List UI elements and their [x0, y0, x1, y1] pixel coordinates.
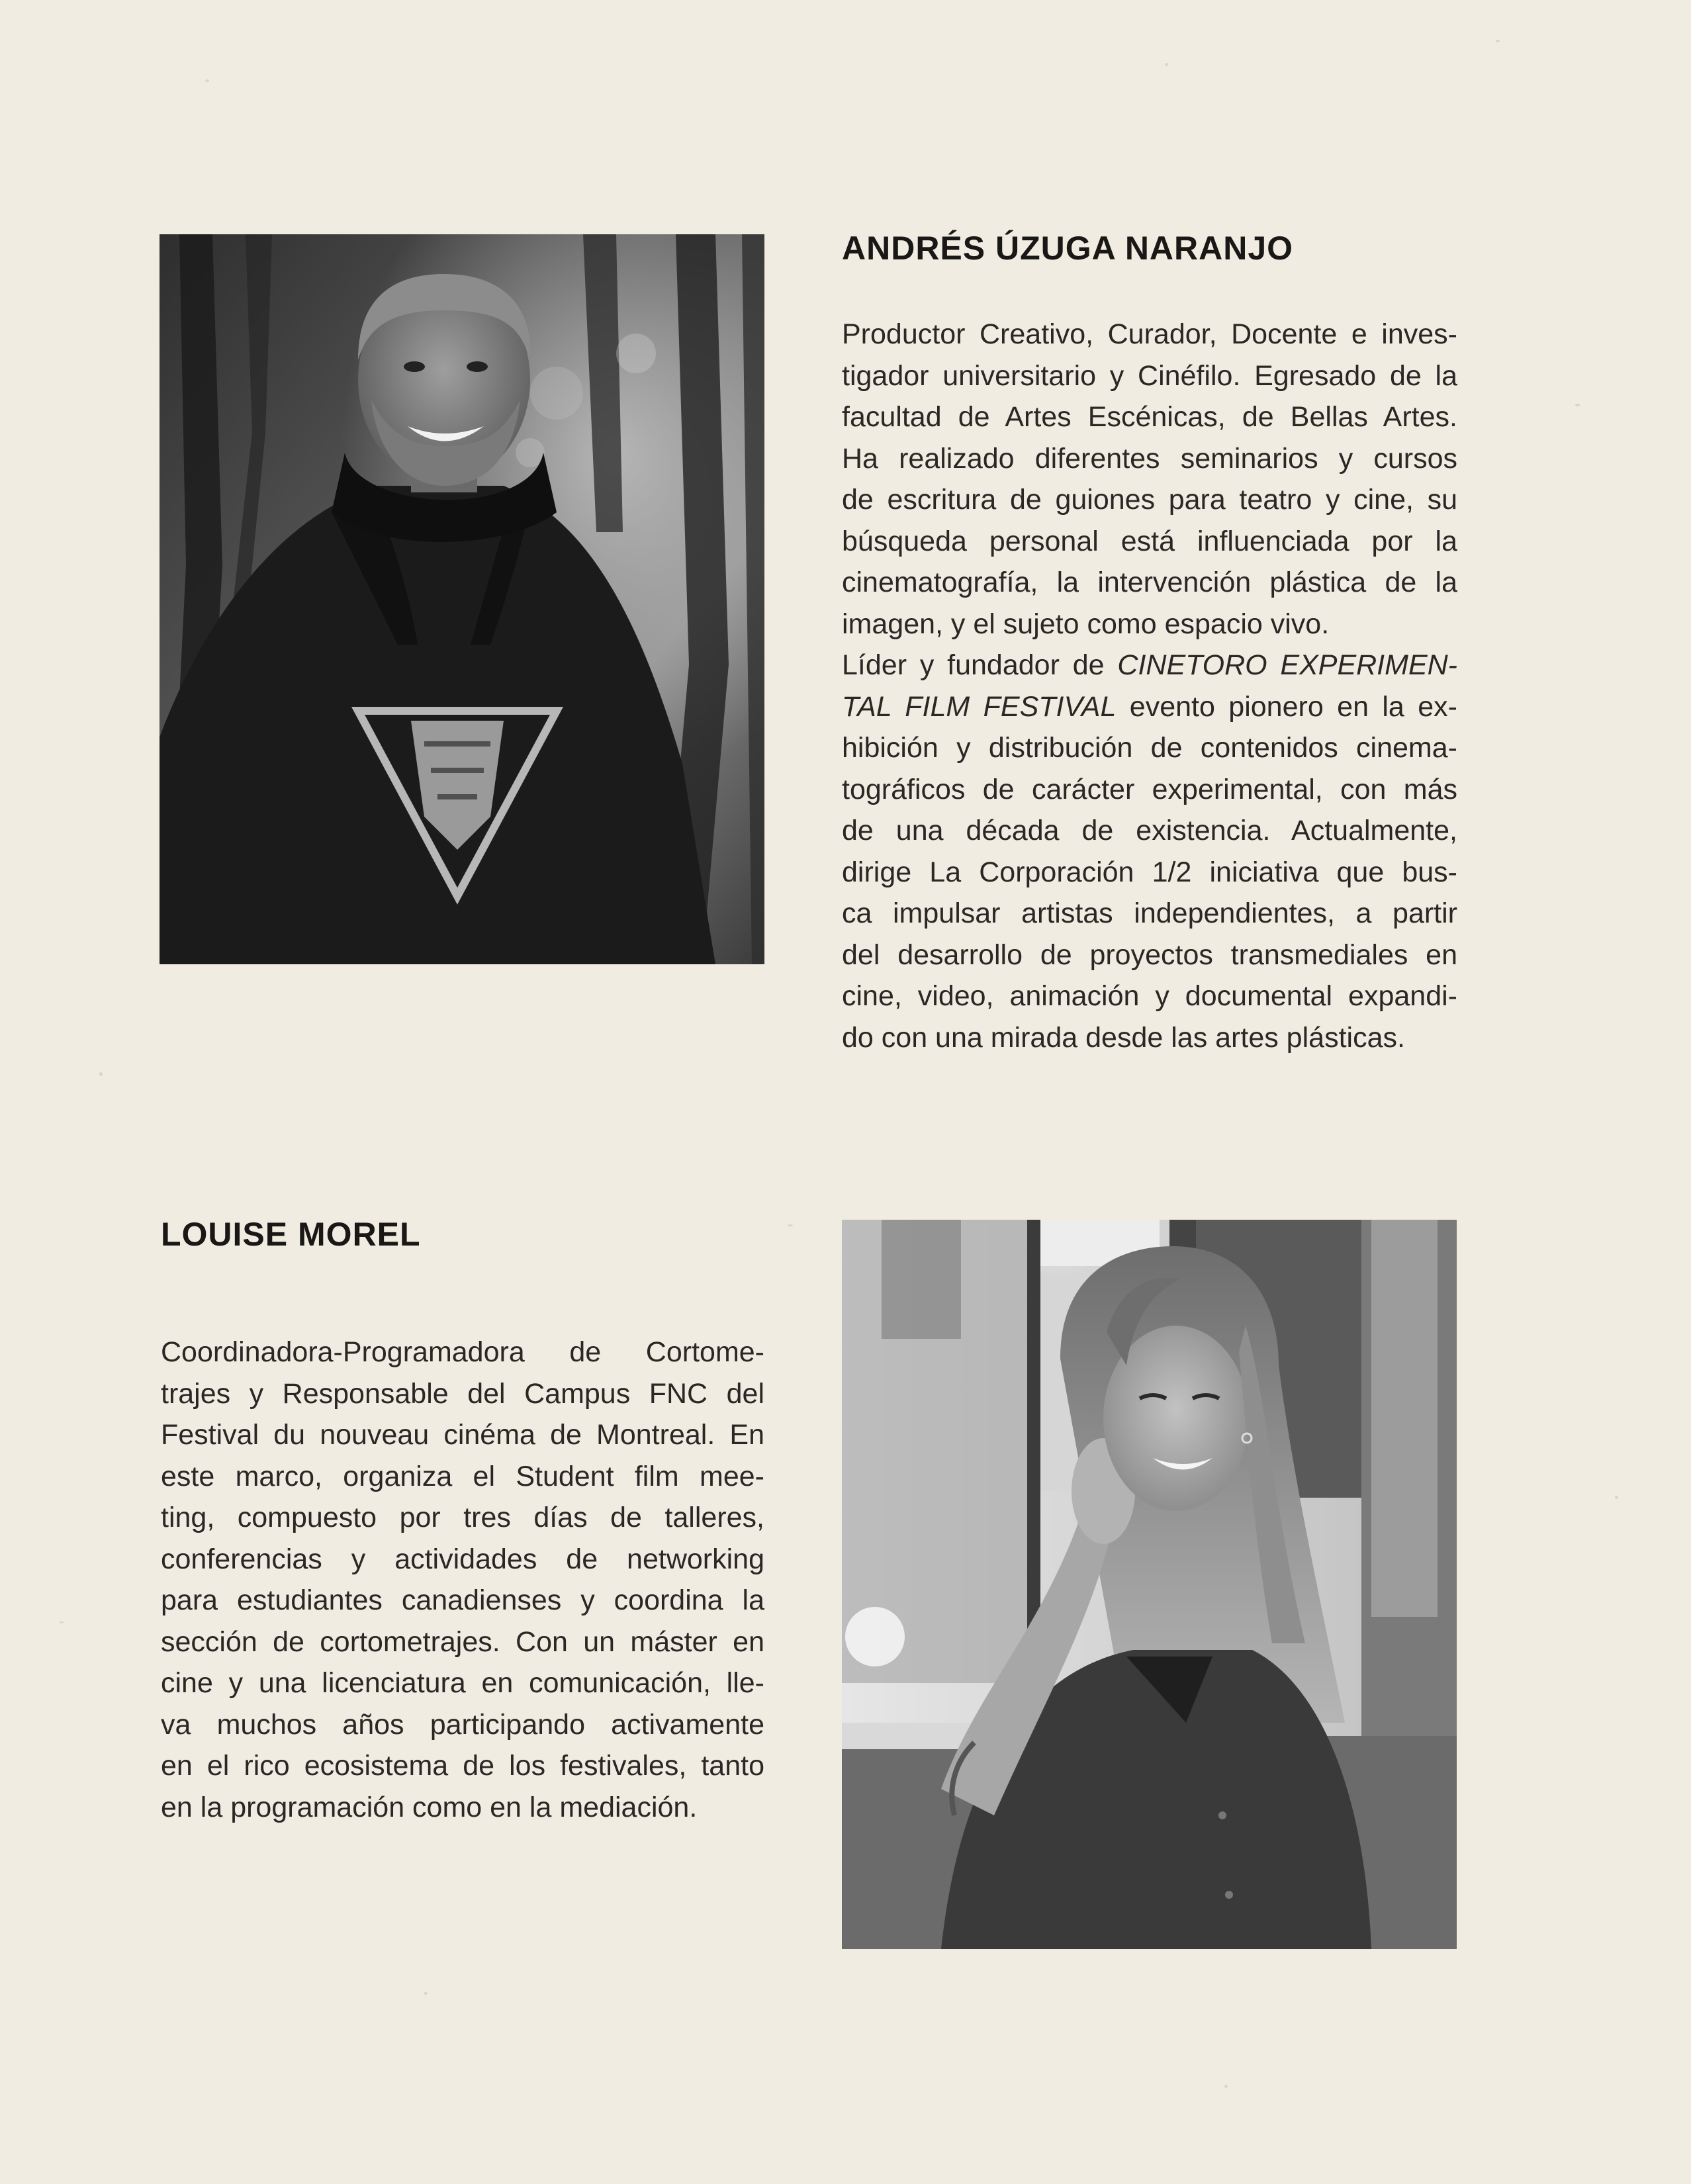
- bio-line: Festival du nouveau cinéma de Montreal. En: [161, 1419, 764, 1451]
- bio-line: en la programación como en la mediación.: [161, 1791, 698, 1823]
- bio-line: Coordinadora-Programadora de Cortome-: [161, 1336, 764, 1368]
- photo-andres: [160, 234, 764, 964]
- paper-speck: [788, 1224, 793, 1226]
- bio-line: facultad de Artes Escénicas, de Bellas Artes.: [842, 401, 1457, 433]
- festival-name: TAL FILM FESTIVAL: [842, 690, 1117, 723]
- paper-speck: [205, 79, 209, 82]
- festival-name: CINETORO EXPERIMEN-: [1117, 649, 1457, 681]
- bio-line: del desarrollo de proyectos transmediales en: [842, 938, 1457, 971]
- paper-speck: [424, 1992, 428, 1995]
- bio-line: tográficos de carácter experimental, con más: [842, 773, 1457, 805]
- person-name-louise: LOUISE MOREL: [161, 1216, 421, 1253]
- bio-line: Ha realizado diferentes seminarios y cursos: [842, 442, 1457, 475]
- bio-line: sección de cortometrajes. Con un máster en: [161, 1625, 764, 1658]
- bio-line: [842, 686, 1457, 728]
- bio-line: conferencias y actividades de networking: [161, 1543, 764, 1575]
- bio-line: de una década de existencia. Actualmente,: [842, 815, 1457, 846]
- paper-speck: [60, 1621, 64, 1623]
- bio-andres: [842, 314, 1457, 1058]
- bio-line: en el rico ecosistema de los festivales, tanto: [161, 1750, 764, 1782]
- bio-line: de escritura de guiones para teatro y cine, su: [842, 484, 1457, 516]
- bio-line: [842, 645, 1457, 686]
- bio-line: búsqueda personal está influenciada por la: [842, 525, 1457, 557]
- paper-speck: [1575, 404, 1580, 406]
- portrait-woman-icon: [842, 1220, 1457, 1949]
- bio-line: ca impulsar artistas independientes, a partir: [842, 897, 1457, 929]
- bio-line: para estudiantes canadienses y coordina la: [161, 1584, 764, 1616]
- bio-line: tigador universitario y Cinéfilo. Egresado de la: [842, 359, 1457, 392]
- bio-line: ting, compuesto por tres días de talleres,: [161, 1502, 764, 1533]
- bio-text: Líder y fundador de: [842, 649, 1105, 681]
- paper-speck: [1224, 2085, 1228, 2088]
- paper-speck: [1165, 63, 1168, 66]
- bio-line: este marco, organiza el Student film mee-: [161, 1460, 764, 1492]
- bio-louise: [161, 1332, 764, 1828]
- bio-line: cinematografía, la intervención plástica de la: [842, 567, 1457, 598]
- paper-speck: [1496, 40, 1500, 42]
- portrait-man-icon: [160, 234, 764, 964]
- bio-line: Productor Creativo, Curador, Docente e inves-: [842, 318, 1457, 350]
- bio-line: va muchos años participando activamente: [161, 1708, 764, 1741]
- bio-line: imagen, y el sujeto como espacio vivo.: [842, 608, 1330, 640]
- person-name-andres: ANDRÉS ÚZUGA NARANJO: [842, 230, 1294, 267]
- paper-speck: [99, 1072, 103, 1076]
- paper-speck: [1615, 1496, 1618, 1499]
- bio-line: cine, video, animación y documental expandi-: [842, 980, 1457, 1012]
- bio-line: trajes y Responsable del Campus FNC del: [161, 1377, 764, 1410]
- bio-line: dirige La Corporación 1/2 iniciativa que bus-: [842, 856, 1457, 888]
- bio-line: hibición y distribución de contenidos cinema-: [842, 732, 1457, 764]
- bio-line: do con una mirada desde las artes plásticas.: [842, 1021, 1405, 1054]
- photo-louise: [842, 1220, 1457, 1949]
- bio-text: evento pionero en la ex-: [1129, 690, 1457, 723]
- bio-line: cine y una licenciatura en comunicación, lle-: [161, 1667, 764, 1699]
